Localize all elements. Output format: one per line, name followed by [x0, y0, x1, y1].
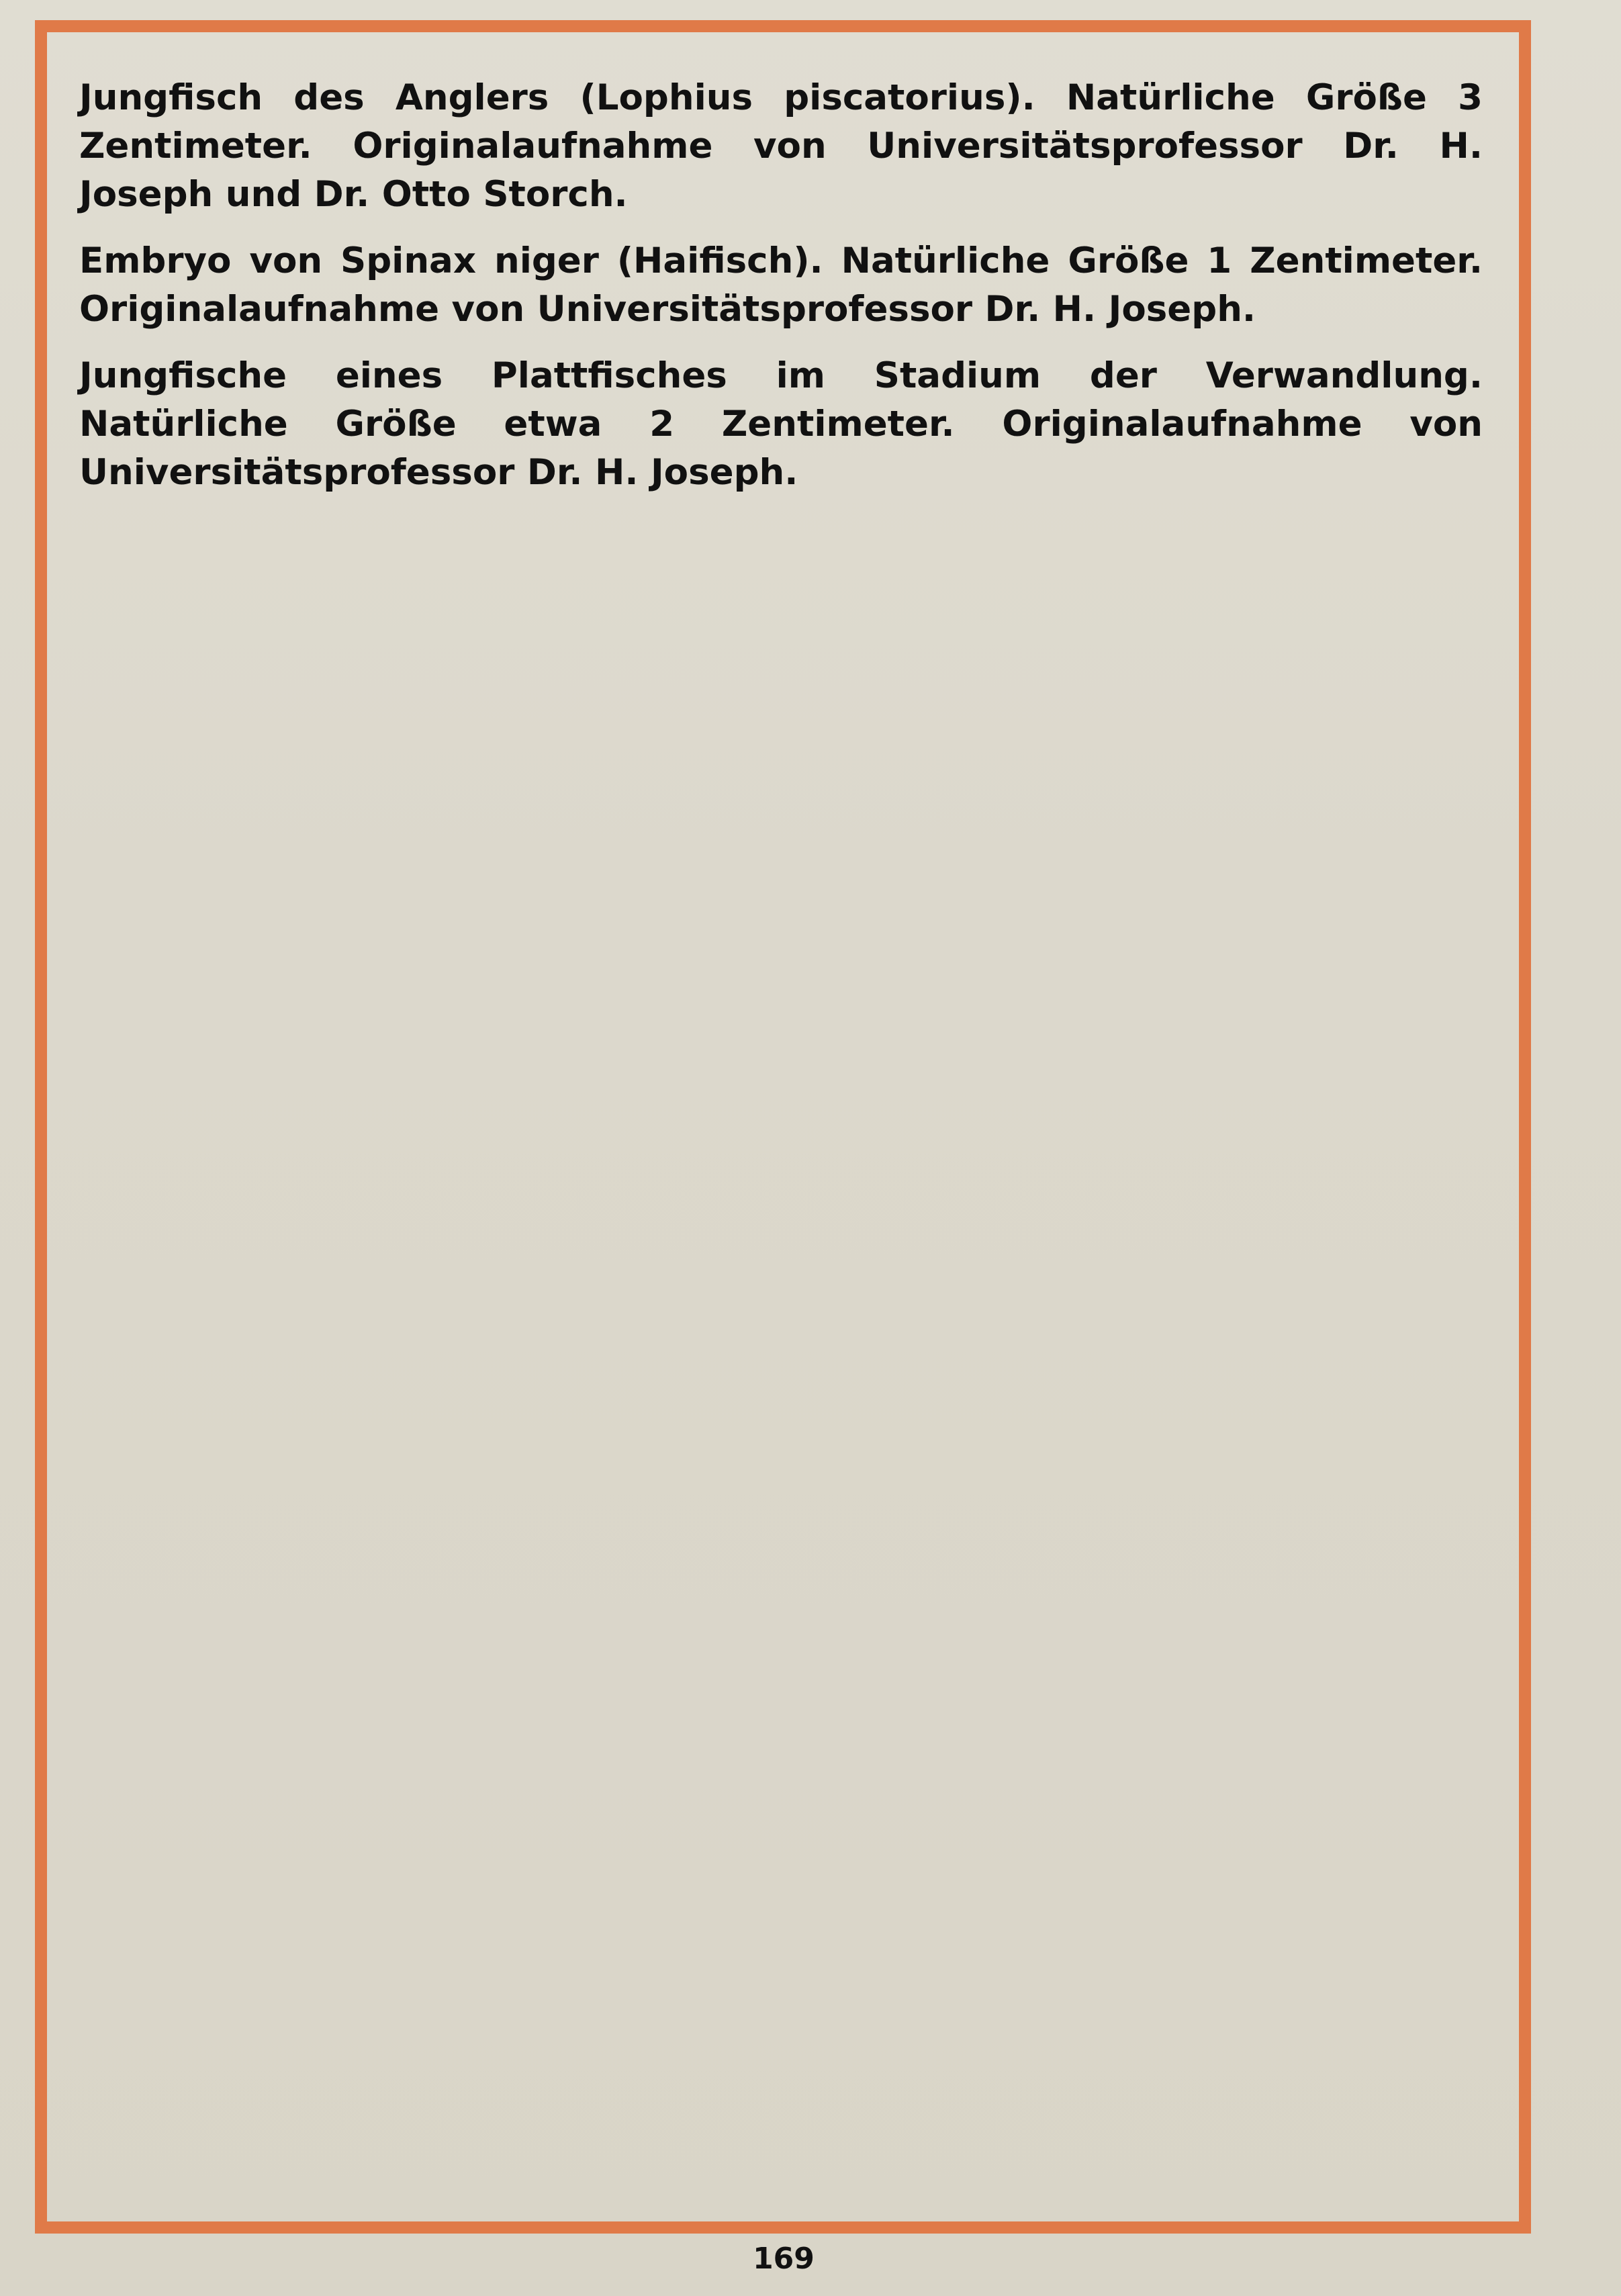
caption-angler-fish: Jungfisch des Anglers (Lophius piscatorius). Natürliche Größe 3 Zentimeter. Originalaufnahme von Universitätsprofessor Dr. H. Joseph und Dr. Otto Storch.	[79, 77, 1483, 215]
caption-spinax-embryo: Embryo von Spinax niger (Haifisch). Natürliche Größe 1 Zentimeter. Originalaufnahme von Universitätsprofessor Dr. H. Joseph.	[79, 240, 1483, 330]
page-number: 169	[753, 2242, 815, 2276]
caption-flatfish-juveniles: Jungfische eines Plattfisches im Stadium der Verwandlung. Natürliche Größe etwa 2 Zentimeter. Originalaufnahme von Universitätsprofessor Dr. H. Joseph.	[79, 355, 1483, 493]
